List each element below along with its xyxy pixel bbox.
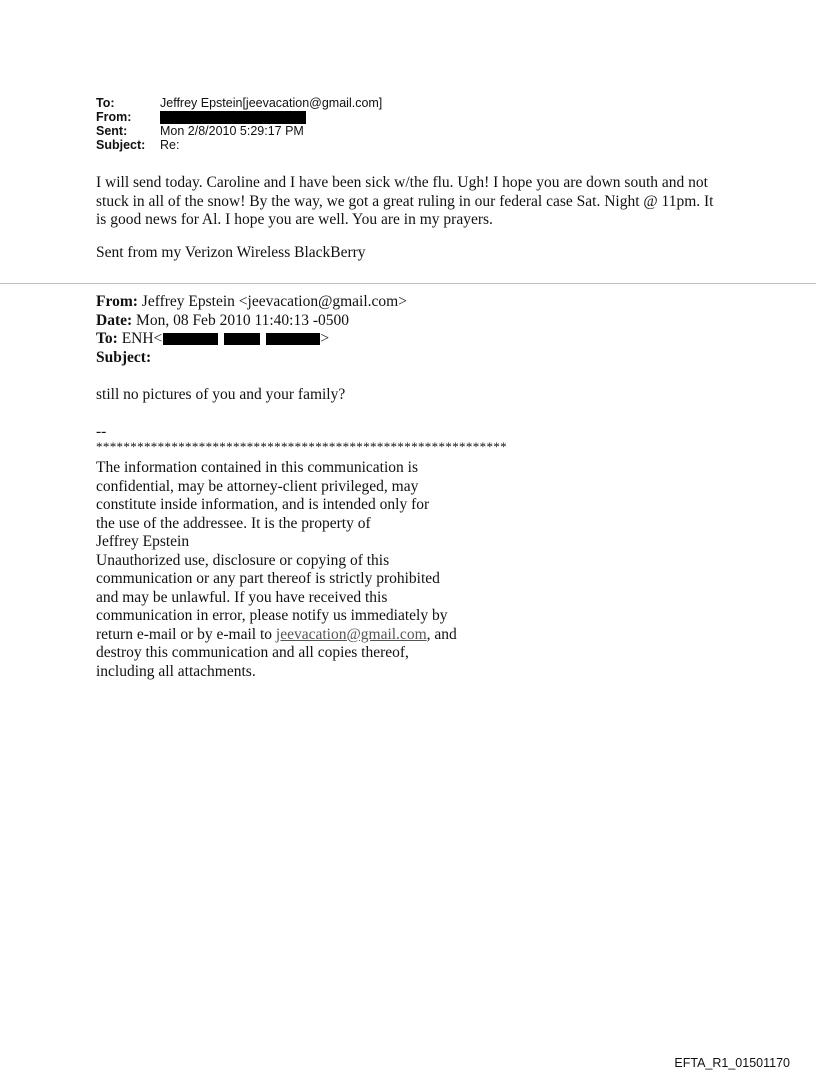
disclaimer-line: The information contained in this communication is [96, 459, 418, 476]
disclaimer-text: , and [426, 625, 457, 643]
email-body-text: I will send today. Caroline and I have been sick w/the flu. Ugh! I hope you are down south and not stuck in all of the snow! By the way, we got a great ruling in our federal case Sat. Night @ 11pm. It is good news for Al. I hope you are well. You are in my prayers. [96, 174, 714, 228]
disclaimer-line: communication or any part thereof is strictly prohibited [96, 570, 440, 587]
disclaimer-line: constitute inside information, and is intended only for [96, 496, 430, 513]
quoted-from-row [96, 293, 407, 312]
quoted-body: still no pictures of you and your family? [96, 386, 346, 403]
subject-value: Re: [160, 138, 180, 152]
stars-line: ************************************************************ [96, 439, 507, 454]
redaction-block [163, 333, 218, 345]
quoted-subject-row [96, 349, 407, 368]
subject-row [96, 138, 382, 152]
disclaimer-line: the use of the addressee. It is the property of [96, 514, 371, 532]
dashes: -- [96, 423, 107, 440]
quoted-to-label: To: [96, 330, 118, 347]
quoted-to-row [96, 330, 407, 349]
disclaimer-line: and may be unlawful. If you have received this [96, 588, 388, 606]
quoted-from-value: Jeffrey Epstein <jeevacation@gmail.com> [137, 293, 407, 310]
email-body [96, 174, 716, 230]
disclaimer-line: destroy this communication and all copies thereof, [96, 644, 409, 661]
email-signature: Sent from my Verizon Wireless BlackBerry [96, 244, 366, 261]
disclaimer-text: return e-mail or by e-mail to [96, 625, 276, 643]
from-row [96, 110, 382, 124]
divider [0, 283, 816, 284]
subject-label: Subject: [96, 138, 146, 152]
to-label: To: [96, 96, 115, 110]
quoted-date-row [96, 312, 407, 331]
to-value: Jeffrey Epstein[jeevacation@gmail.com] [160, 96, 383, 110]
redaction-block [160, 111, 306, 124]
email-header [96, 96, 382, 152]
sent-value: Mon 2/8/2010 5:29:17 PM [160, 124, 304, 138]
disclaimer-line: including all attachments. [96, 662, 256, 680]
disclaimer-line: Jeffrey Epstein [96, 533, 190, 550]
sent-row [96, 124, 382, 138]
sent-label: Sent: [96, 124, 128, 138]
disclaimer-line [96, 626, 457, 645]
disclaimer-line: Unauthorized use, disclosure or copying of this [96, 551, 390, 569]
quoted-date-label: Date: [96, 311, 133, 329]
quoted-from-label: From: [96, 293, 138, 310]
to-row [96, 96, 382, 110]
email-link[interactable]: jeevacation@gmail.com [275, 625, 427, 643]
redaction-block [266, 333, 320, 345]
quoted-date-value: Mon, 08 Feb 2010 11:40:13 -0500 [132, 311, 350, 329]
separator [96, 423, 507, 454]
disclaimer [96, 459, 457, 681]
redaction-block [224, 333, 260, 345]
disclaimer-line: confidential, may be attorney-client privileged, may [96, 477, 419, 495]
quoted-header [96, 293, 407, 367]
from-label: From: [96, 110, 132, 124]
quoted-subject-label: Subject: [96, 348, 152, 366]
disclaimer-line: communication in error, please notify us immediately by [96, 607, 448, 624]
quoted-to-prefix: ENH< [117, 330, 163, 347]
quoted-to-suffix: > [320, 330, 330, 347]
document-id: EFTA_R1_01501170 [674, 1056, 790, 1070]
